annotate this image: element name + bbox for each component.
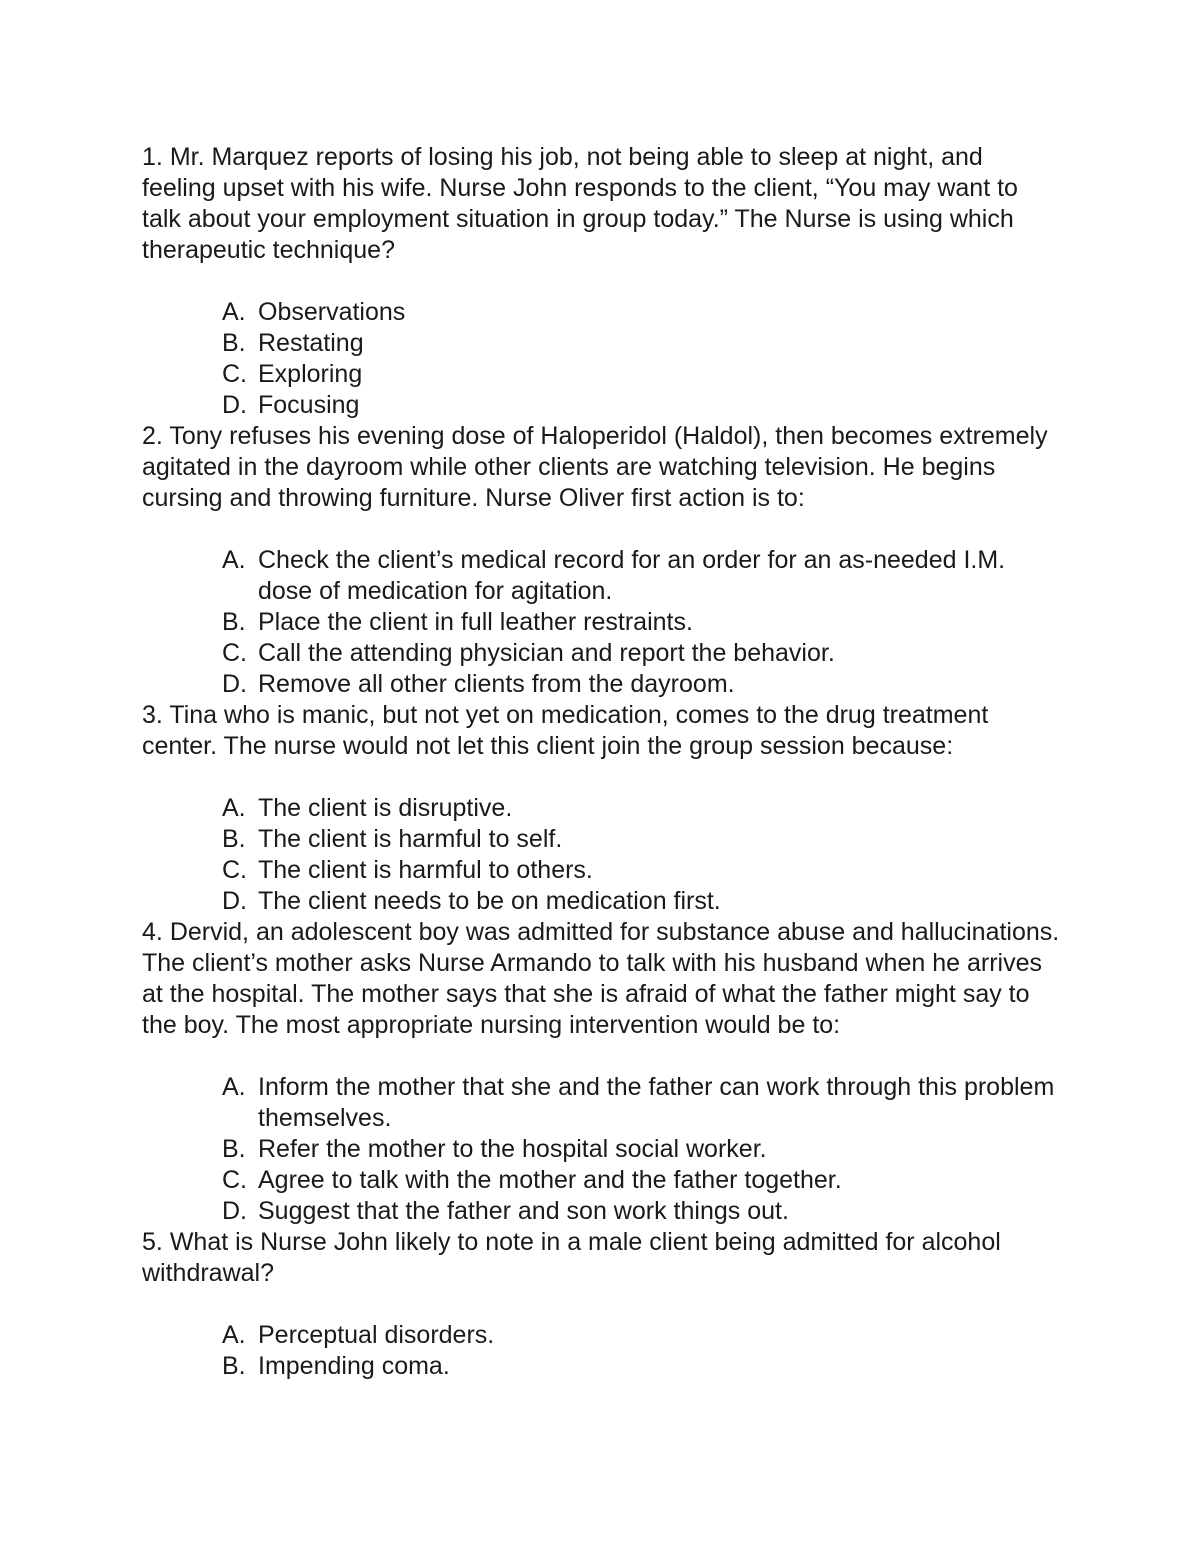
option-text: Impending coma. bbox=[258, 1352, 450, 1380]
option-letter: D. bbox=[222, 670, 247, 698]
option-text: Agree to talk with the mother and the father together. bbox=[258, 1166, 842, 1194]
option-letter: B. bbox=[222, 608, 246, 636]
option-letter: A. bbox=[222, 1073, 246, 1101]
option-letter: C. bbox=[222, 1166, 247, 1194]
question-text: What is Nurse John likely to note in a male client being admitted for alcohol withdrawal? bbox=[142, 1228, 1001, 1287]
option-letter: D. bbox=[222, 391, 247, 419]
question-number: 4. bbox=[142, 918, 163, 946]
answer-option bbox=[142, 328, 1062, 359]
option-text: Inform the mother that she and the father can work through this problem themselves. bbox=[258, 1073, 1055, 1132]
option-text: Refer the mother to the hospital social worker. bbox=[258, 1135, 767, 1163]
answer-option bbox=[142, 1320, 1062, 1351]
question-stem bbox=[142, 1227, 1062, 1289]
answer-option bbox=[142, 638, 1062, 669]
answer-option bbox=[142, 855, 1062, 886]
option-text: Exploring bbox=[258, 360, 363, 388]
answer-options bbox=[142, 297, 1062, 421]
option-text: Focusing bbox=[258, 391, 360, 419]
question-number: 1. bbox=[142, 143, 163, 171]
question-text: Mr. Marquez reports of losing his job, not being able to sleep at night, and feeling upset with his wife. Nurse John responds to the client, “You may want to talk about your employment situation in group today.” The Nurse is using which therapeutic technique? bbox=[142, 143, 1018, 264]
answer-option bbox=[142, 669, 1062, 700]
answer-option bbox=[142, 1196, 1062, 1227]
answer-option bbox=[142, 359, 1062, 390]
option-letter: B. bbox=[222, 825, 246, 853]
question-text: Tina who is manic, but not yet on medication, comes to the drug treatment center. The nurse would not let this client join the group session because: bbox=[142, 701, 989, 760]
option-letter: A. bbox=[222, 546, 246, 574]
answer-options bbox=[142, 545, 1062, 700]
answer-option bbox=[142, 297, 1062, 328]
option-letter: A. bbox=[222, 1321, 246, 1349]
option-text: Restating bbox=[258, 329, 364, 357]
question-4 bbox=[142, 917, 1062, 1227]
answer-option bbox=[142, 1165, 1062, 1196]
question-stem bbox=[142, 917, 1062, 1041]
question-text: Dervid, an adolescent boy was admitted for substance abuse and hallucinations. The client’s mother asks Nurse Armando to talk with his husband when he arrives at the hospital. The mother says that she is afraid of what the father might say to the boy. The most appropriate nursing intervention would be to: bbox=[142, 918, 1060, 1039]
option-text: Check the client’s medical record for an order for an as-needed I.M. dose of medication for agitation. bbox=[258, 546, 1006, 605]
option-letter: C. bbox=[222, 856, 247, 884]
question-5 bbox=[142, 1227, 1062, 1382]
answer-option bbox=[142, 886, 1062, 917]
answer-option bbox=[142, 824, 1062, 855]
option-letter: A. bbox=[222, 794, 246, 822]
answer-options bbox=[142, 793, 1062, 917]
option-letter: D. bbox=[222, 887, 247, 915]
answer-option bbox=[142, 607, 1062, 638]
question-2 bbox=[142, 421, 1062, 700]
option-text: Suggest that the father and son work things out. bbox=[258, 1197, 789, 1225]
question-text: Tony refuses his evening dose of Haloperidol (Haldol), then becomes extremely agitated in the dayroom while other clients are watching television. He begins cursing and throwing furniture. Nurse Oliver first action is to: bbox=[142, 422, 1048, 512]
question-number: 2. bbox=[142, 422, 163, 450]
question-number: 5. bbox=[142, 1228, 163, 1256]
option-text: Remove all other clients from the dayroom. bbox=[258, 670, 735, 698]
option-text: Call the attending physician and report the behavior. bbox=[258, 639, 835, 667]
question-stem bbox=[142, 142, 1062, 266]
answer-option bbox=[142, 545, 1062, 607]
option-text: Perceptual disorders. bbox=[258, 1321, 495, 1349]
answer-options bbox=[142, 1320, 1062, 1382]
answer-option bbox=[142, 390, 1062, 421]
option-letter: C. bbox=[222, 360, 247, 388]
question-stem bbox=[142, 700, 1062, 762]
option-text: Observations bbox=[258, 298, 406, 326]
option-text: The client is harmful to self. bbox=[258, 825, 563, 853]
option-letter: B. bbox=[222, 329, 246, 357]
answer-option bbox=[142, 793, 1062, 824]
option-text: Place the client in full leather restraints. bbox=[258, 608, 693, 636]
option-letter: B. bbox=[222, 1352, 246, 1380]
option-letter: D. bbox=[222, 1197, 247, 1225]
document-page bbox=[142, 142, 1062, 1382]
question-3 bbox=[142, 700, 1062, 917]
option-text: The client is disruptive. bbox=[258, 794, 513, 822]
question-stem bbox=[142, 421, 1062, 514]
option-text: The client needs to be on medication first. bbox=[258, 887, 721, 915]
option-text: The client is harmful to others. bbox=[258, 856, 593, 884]
question-number: 3. bbox=[142, 701, 163, 729]
answer-options bbox=[142, 1072, 1062, 1227]
answer-option bbox=[142, 1351, 1062, 1382]
option-letter: A. bbox=[222, 298, 246, 326]
option-letter: B. bbox=[222, 1135, 246, 1163]
question-1 bbox=[142, 142, 1062, 421]
answer-option bbox=[142, 1134, 1062, 1165]
answer-option bbox=[142, 1072, 1062, 1134]
option-letter: C. bbox=[222, 639, 247, 667]
